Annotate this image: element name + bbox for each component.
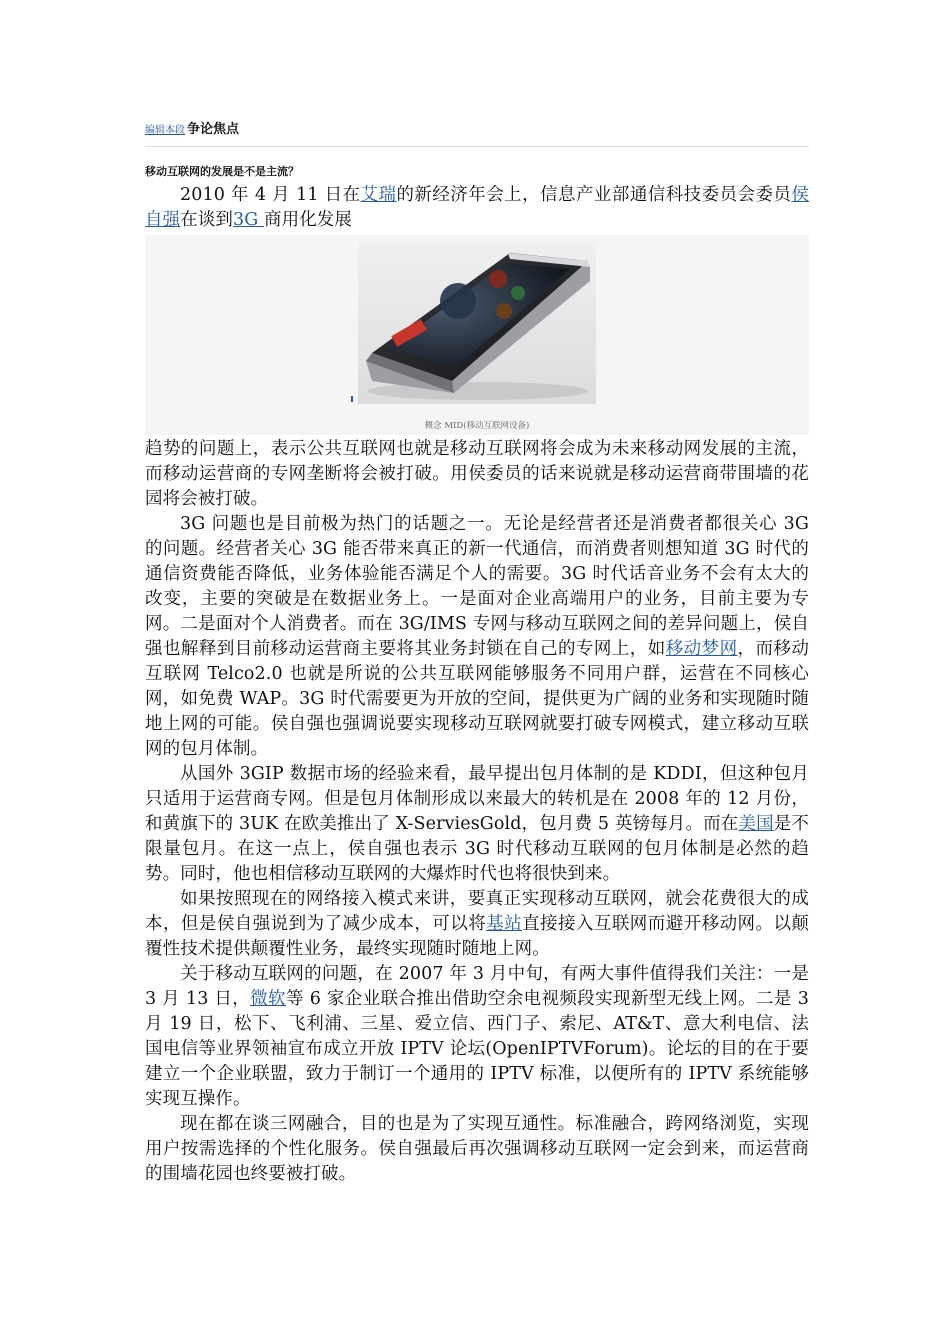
article-body <box>145 118 809 1187</box>
section-header <box>145 118 809 142</box>
section-divider <box>145 146 809 147</box>
paragraph-text: 3G 问题也是目前极为热门的话题之一。无论是经营者还是消费者都很关心 3G 的问题。经营者关心 3G 能否带来真正的新一代通信，而消费者则想知道 3G 时代的通信资费能否降低，业务体验能否满足个人的需要。3G 时代话音业务不会有太大的改变，主要的突破是在数据业务上。一是面对企业高端用户的业务，目前主要为专网。二是面对个人消费者。而在 3G/IMS 专网与移动互联网之间的差异问题上，侯自强也解释到目前移动运营商主要将其业务封锁在自己的专网上，如 <box>145 514 809 659</box>
paragraph-text: 的新经济年会上，信息产业部通信科技委员会委员 <box>396 185 792 205</box>
link-3g[interactable]: 3G <box>233 210 264 230</box>
link-microsoft[interactable]: 微软 <box>250 989 286 1009</box>
link-airui[interactable]: 艾瑞 <box>360 185 397 205</box>
mid-device-icon <box>358 241 596 404</box>
link-monternet[interactable]: 移动梦网 <box>665 639 738 659</box>
section-title: 争论焦点 <box>187 122 240 137</box>
mid-device-image[interactable] <box>358 241 596 404</box>
figure <box>145 235 809 435</box>
paragraph-text: 从国外 3GIP 数据市场的经验来看，最早提出包月体制的是 KDDI，但这种包月只适用于运营商专网。但是包月体制形成以来最大的转机是在 2008 年的 12 月份，和黄旗下的 3UK 在欧美推出了 X-ServiesGold，包月费 5 英镑每月。而在 <box>145 764 809 834</box>
paragraph-text: 等 6 家企业联合推出借助空余电视频段实现新型无线上网。二是 3 月 19 日，松下、飞利浦、三星、爱立信、西门子、索尼、AT&T、意大利电信、法国电信等业界领袖宣布成立开放 IPTV 论坛(OpenIPTVForum)。论坛的目的在于要建立一个企业联盟，致力于制订一个通用的 IPTV 标准，以便所有的 IPTV 系统能够实现互操作。 <box>145 989 809 1109</box>
figure-caption: 概念 MID(移动互联网设备) <box>424 421 530 431</box>
paragraph-5 <box>145 887 809 962</box>
paragraph-text: 2010 年 4 月 11 日在 <box>180 185 361 205</box>
paragraph-6 <box>145 962 809 1112</box>
paragraph-3 <box>145 512 809 762</box>
link-usa[interactable]: 美国 <box>738 814 774 834</box>
link-base-station[interactable]: 基站 <box>486 914 523 934</box>
link-hou-ziqiang[interactable]: 侯自强 <box>145 185 809 230</box>
image-anchor[interactable] <box>351 396 353 402</box>
paragraph-text: 如果按照现在的网络接入模式来讲，要真正实现移动互联网，就会花费很大的成本，但是侯自强说到为了减少成本，可以将 <box>145 889 809 934</box>
paragraph-text: 关于移动互联网的问题，在 2007 年 3 月中旬，有两大事件值得我们关注：一是 3 月 13 日， <box>145 964 809 1009</box>
paragraph-text: ，而移动互联网 Telco2.0 也就是所说的公共互联网能够服务不同用户群，运营在不同核心网，如免费 WAP。3G 时代需要更为开放的空间，提供更为广阔的业务和实现随时随地上网的可能。侯自强也强调说要实现移动互联网就要打破专网模式，建立移动互联网的包月体制。 <box>145 639 809 759</box>
subheading: 移动互联网的发展是不是主流？ <box>145 165 299 178</box>
paragraph-text: 直接接入互联网而避开移动网。以颠覆性技术提供颠覆性业务，最终实现随时随地上网。 <box>145 914 810 959</box>
edit-section-link[interactable]: 编辑本段 <box>145 125 185 136</box>
paragraph-text: 在谈到 <box>180 210 234 230</box>
paragraph-2: 趋势的问题上，表示公共互联网也就是移动互联网将会成为未来移动网发展的主流，而移动运营商的专网垄断将会被打破。用侯委员的话来说就是移动运营商带围墙的花园将会被打破。 <box>145 439 809 509</box>
paragraph-4 <box>145 762 809 887</box>
paragraph-1 <box>145 183 809 233</box>
paragraph-7: 现在都在谈三网融合，目的也是为了实现互通性。标准融合，跨网络浏览，实现用户按需选择的个性化服务。侯自强最后再次强调移动互联网一定会到来，而运营商的围墙花园也终要被打破。 <box>145 1114 809 1184</box>
paragraph-text: 商用化发展 <box>264 210 352 230</box>
paragraph-text: 是不限量包月。在这一点上，侯自强也表示 3G 时代移动互联网的包月体制是必然的趋势。同时，他也相信移动互联网的大爆炸时代也将很快到来。 <box>145 814 809 884</box>
